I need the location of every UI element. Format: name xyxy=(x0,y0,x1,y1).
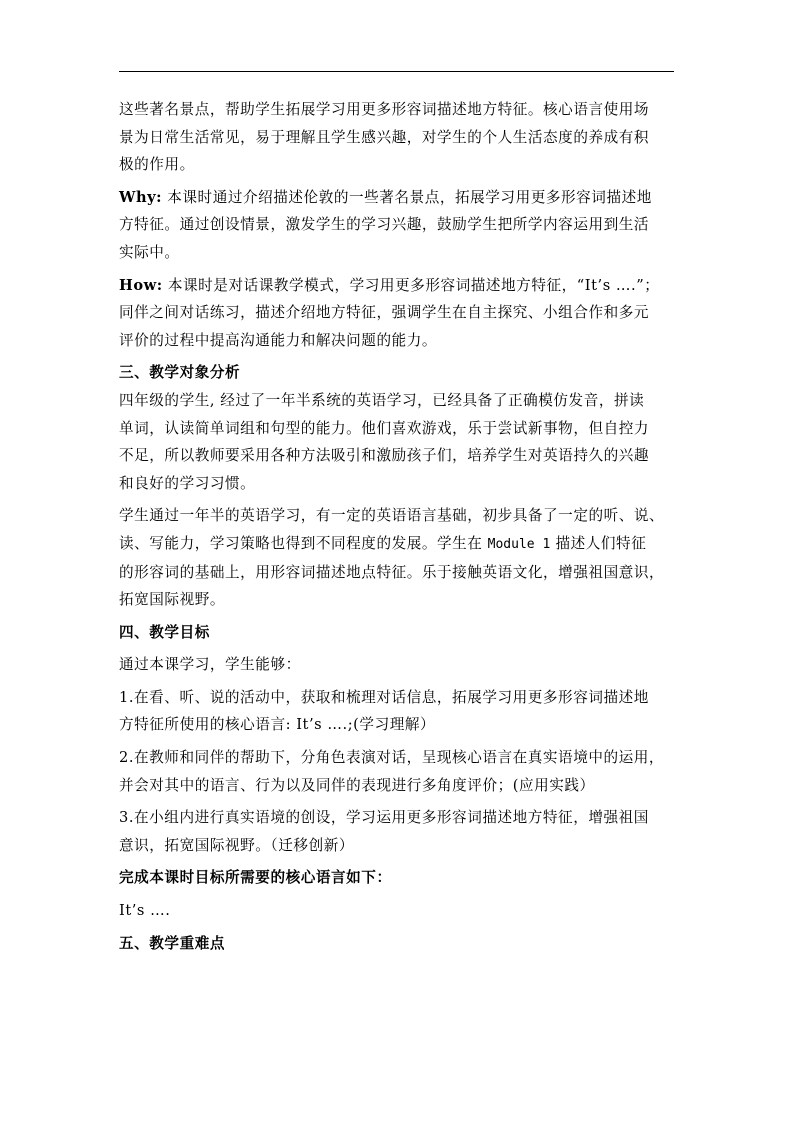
text-line: 拓宽国际视野。 xyxy=(119,591,226,609)
text-line: 3.在小组内进行真实语境的创设，学习运用更多形容词描述地方特征，增强祖国 xyxy=(119,809,649,827)
goal-2 xyxy=(119,744,679,799)
module-label: Module 1 xyxy=(487,536,551,552)
text-line: 意识，拓宽国际视野。（迁移创新） xyxy=(119,836,355,854)
text-line xyxy=(119,530,679,559)
section-heading-3: 三、教学对象分析 xyxy=(119,364,241,382)
text-line: 极的作用。 xyxy=(119,156,195,174)
text-line: 同伴之间对话练习，描述介绍地方特征，强调学生在自主探究、小组合作和多元 xyxy=(119,304,650,322)
text-line: 不足，所以教师要采用各种方法吸引和激励孩子们，培养学生对英语持久的兴趣 xyxy=(119,447,650,465)
text-line: 的形容词的基础上，用形容词描述地点特征。乐于接触英语文化，增强祖国意识， xyxy=(119,563,665,581)
goals-intro: 通过本课学习，学生能够： xyxy=(119,656,301,674)
text-line: 这些著名景点，帮助学生拓展学习用更多形容词描述地方特征。核心语言使用场 xyxy=(119,101,650,118)
how-text: 本课时是对话课教学模式，学习用更多形容词描述地方特征，“It’s ….”； xyxy=(162,276,660,294)
why-text: 本课时通过介绍描述伦敦的一些著名景点，拓展学习用更多形容词描述地 xyxy=(162,188,652,206)
text-line: 1.在看、听、说的活动中，获取和梳理对话信息，拓展学习用更多形容词描述地 xyxy=(119,688,649,706)
analysis-text: 描述人们特征 xyxy=(550,534,647,552)
section-heading-4: 四、教学目标 xyxy=(119,623,210,641)
paragraph-analysis-2 xyxy=(119,502,679,613)
goal-1 xyxy=(119,684,679,739)
goal-3 xyxy=(119,804,679,859)
text-line: 单词，认读简单词组和句型的能力。他们喜欢游戏，乐于尝试新事物，但自控力 xyxy=(119,419,650,437)
text-line: 2.在教师和同伴的帮助下，分角色表演对话，呈现核心语言在真实语境中的运用， xyxy=(119,749,665,767)
paragraph-why xyxy=(119,184,679,267)
core-language-heading: 完成本课时目标所需要的核心语言如下： xyxy=(119,869,392,887)
how-label: How: xyxy=(119,276,163,294)
text-line: 方特征所使用的核心语言: It’s ….;(学习理解） xyxy=(119,716,436,734)
paragraph-analysis-1 xyxy=(119,387,679,497)
text-line: 实际中。 xyxy=(119,243,180,261)
text-line xyxy=(119,184,679,212)
text-line: 景为日常生活常见，易于理解且学生感兴趣，对学生的个人生活态度的养成有积 xyxy=(119,128,650,146)
text-line: 和良好的学习习惯。 xyxy=(119,474,256,492)
text-line: 四年级的学生, 经过了一年半系统的英语学习，已经具备了正确模仿发音，拼读 xyxy=(119,391,645,409)
section-heading-5: 五、教学重难点 xyxy=(119,934,226,952)
document-body xyxy=(119,96,679,957)
paragraph-context xyxy=(119,96,679,179)
why-label: Why: xyxy=(119,188,163,206)
core-sentence: It’s …. xyxy=(119,902,171,920)
text-line: 评价的过程中提高沟通能力和解决问题的能力。 xyxy=(119,331,438,349)
text-line xyxy=(119,272,679,300)
text-line: 方特征。通过创设情景，激发学生的学习兴趣，鼓励学生把所学内容运用到生活 xyxy=(119,216,650,234)
text-line: 并会对其中的语言、行为以及同伴的表现进行多角度评价；(应用实践） xyxy=(119,776,595,794)
header-rule xyxy=(119,71,674,72)
analysis-text: 读、写能力，学习策略也得到不同程度的发展。学生在 xyxy=(119,534,488,552)
text-line: 学生通过一年半的英语学习，有一定的英语语言基础，初步具备了一定的听、说、 xyxy=(119,507,665,525)
paragraph-how xyxy=(119,272,679,355)
